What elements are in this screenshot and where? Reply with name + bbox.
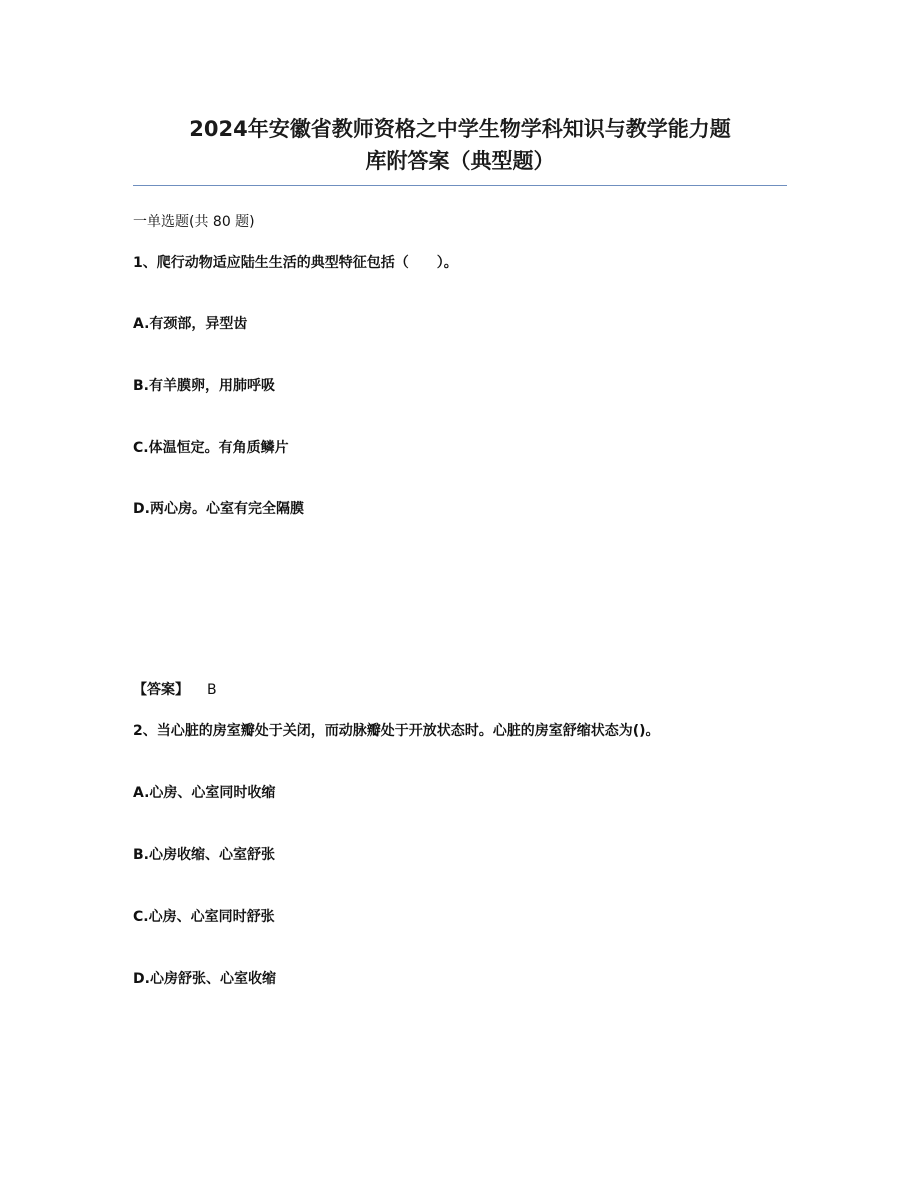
question-1-option-c: C.体温恒定。有角质鳞片 [133, 440, 289, 456]
page-title-line-1: 2024年安徽省教师资格之中学生物学科知识与教学能力题 [189, 117, 731, 141]
question-1-option-b: B.有羊膜卵，用肺呼吸 [133, 378, 275, 394]
question-1-option-a: A.有颈部，异型齿 [133, 316, 248, 332]
section-label: 一单选题(共 80 题) [133, 214, 255, 230]
page-title [110, 113, 810, 177]
question-1-option-d: D.两心房。心室有完全隔膜 [133, 501, 304, 517]
answer-label: 【答案】 [133, 682, 189, 698]
title-divider [133, 185, 787, 186]
answer-value: B [207, 682, 217, 698]
question-1-answer [133, 680, 217, 700]
question-2-option-d: D.心房舒张、心室收缩 [133, 971, 276, 987]
question-2-option-b: B.心房收缩、心室舒张 [133, 847, 275, 863]
question-2-option-c: C.心房、心室同时舒张 [133, 909, 275, 925]
question-1-stem: 1、爬行动物适应陆生生活的典型特征包括（ ）。 [133, 255, 458, 271]
question-2-option-a: A.心房、心室同时收缩 [133, 785, 276, 801]
page-title-line-2: 库附答案（典型题） [365, 149, 555, 173]
question-2-stem: 2、当心脏的房室瓣处于关闭，而动脉瓣处于开放状态时。心脏的房室舒缩状态为()。 [133, 723, 660, 739]
